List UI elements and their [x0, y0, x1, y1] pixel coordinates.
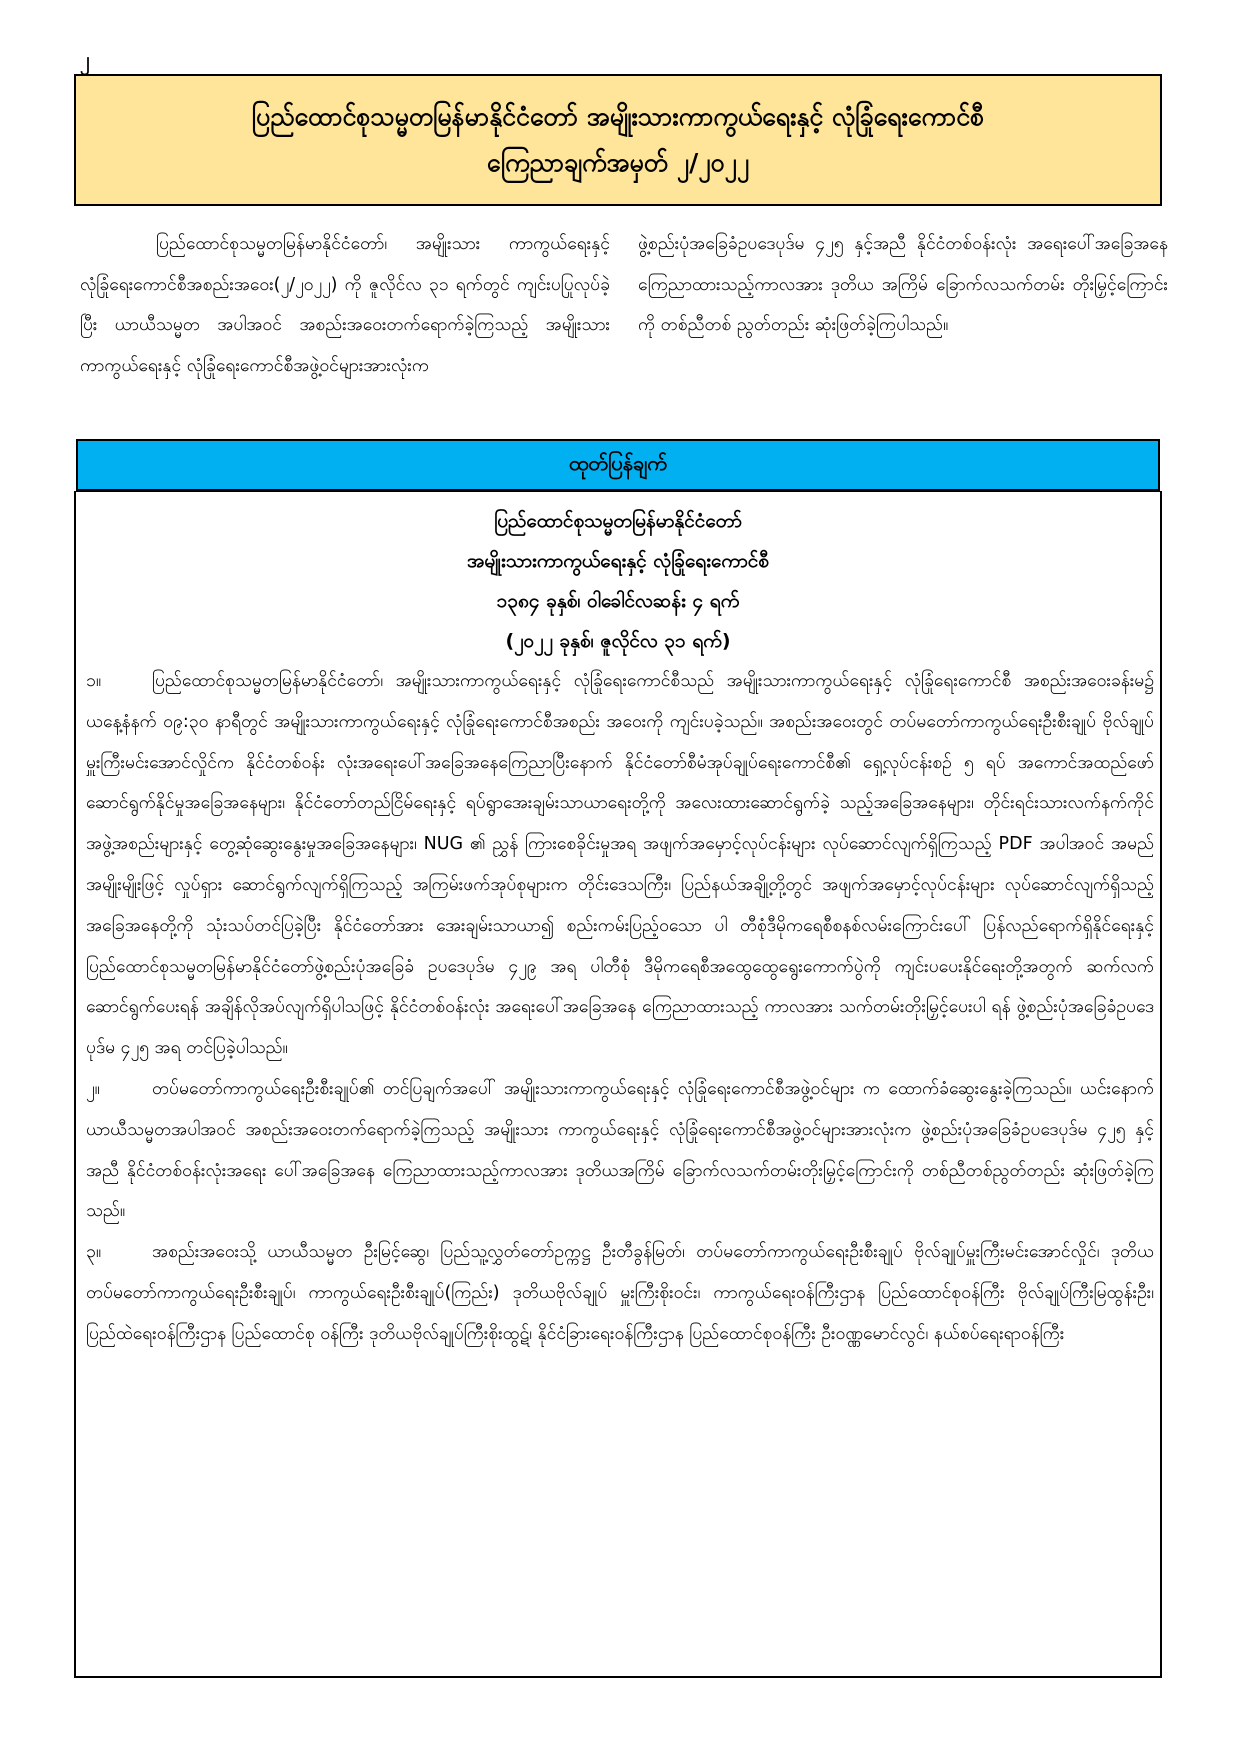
paragraph-text: ပြည်ထောင်စုသမ္မတမြန်မာနိုင်ငံတော်၊ အမျိုးသားကာကွယ်ရေးနှင့် လုံခြုံရေးကောင်စီသည် အမျိုးသားကာကွယ်ရေးနှင့် လုံခြုံရေးကောင်စီ အစည်းအဝေးခန်းမ၌ ယနေ့နံနက် ၀၉:၃၀ နာရီတွင် အမျိုးသားကာကွယ်ရေးနှင့် လုံခြုံရေးကောင်စီအစည်း အဝေးကို ကျင်းပခဲ့သည်။ အစည်းအဝေးတွင် တပ်မတော်ကာကွယ်ရေးဦးစီးချုပ် ဗိုလ်ချုပ်မှူးကြီးမင်းအောင်လှိုင်က နိုင်ငံတစ်ဝန်း လုံးအရေးပေါ်အခြေအနေကြေညာပြီးနောက် နိုင်ငံတော်စီမံအုပ်ချုပ်ရေးကောင်စီ၏ ရှေ့လုပ်ငန်းစဉ် ၅ ရပ် အကောင်အထည်ဖော် ဆောင်ရွက်နိုင်မှုအခြေအနေများ၊ နိုင်ငံတော်တည်ငြိမ်ရေးနှင့် ရပ်ရွာအေးချမ်းသာယာရေးတို့ကို အလေးထားဆောင်ရွက်ခဲ့ သည့်အခြေအနေများ၊ တိုင်းရင်းသားလက်နက်ကိုင်အဖွဲ့အစည်းများနှင့် တွေ့ဆုံဆွေးနွေးမှုအခြေအနေများ၊ NUG ၏ ညွှန် ကြားစေခိုင်းမှုအရ အဖျက်အမှောင့်လုပ်ငန်းများ လုပ်ဆောင်လျက်ရှိကြသည့် PDF အပါအဝင် အမည်အမျိုးမျိုးဖြင့် လှုပ်ရှား ဆောင်ရွက်လျက်ရှိကြသည့် အကြမ်းဖက်အုပ်စုများက တိုင်းဒေသကြီး၊ ပြည်နယ်အချို့တို့တွင် အဖျက်အမှောင့်လုပ်ငန်းများ လုပ်ဆောင်လျက်ရှိသည့် အခြေအနေတို့ကို သုံးသပ်တင်ပြခဲ့ပြီး နိုင်ငံတော်အား အေးချမ်းသာယာ၍ စည်းကမ်းပြည့်ဝသော ပါ တီစုံဒီမိုကရေစီစနစ်လမ်းကြောင်းပေါ် ပြန်လည်ရောက်ရှိနိုင်ရေးနှင့် ပြည်ထောင်စုသမ္မတမြန်မာနိုင်ငံတော်ဖွဲ့စည်းပုံအခြေခံ ဥပဒေပုဒ်မ ၄၂၉ အရ ပါတီစုံ ဒီမိုကရေစီအထွေထွေရွေးကောက်ပွဲကို ကျင်းပပေးနိုင်ရေးတို့အတွက် ဆက်လက်ဆောင်ရွက်ပေးရန် အချိန်လိုအပ်လျက်ရှိပါသဖြင့် နိုင်ငံတစ်ဝန်းလုံး အရေးပေါ်အခြေအနေ ကြေညာထားသည့် ကာလအား သက်တမ်းတိုးမြှင့်ပေးပါ ရန် ဖွဲ့စည်းပုံအခြေခံဥပဒေပုဒ်မ ၄၂၅ အရ တင်ပြခဲ့ပါသည်။ [86, 671, 1154, 1059]
title-line-2: ကြေညာချက်အမှတ် ၂/၂၀၂၂ [486, 148, 750, 177]
heading-line-3: ၁၃၈၄ ခုနှစ်၊ ဝါခေါင်လဆန်း ၄ ရက် [496, 590, 740, 612]
intro-text-left: ပြည်ထောင်စုသမ္မတမြန်မာနိုင်ငံတော်၊ အမျိုးသား ကာကွယ်ရေးနှင့် လုံခြုံရေးကောင်စီအစည်းအဝေး(၂/၂၀၂၂) ကို ဇူလိုင်လ ၃၁ ရက်တွင် ကျင်းပပြုလုပ်ခဲ့ပြီး ယာယီသမ္မတ အပါအဝင် အစည်းအဝေးတက်ရောက်ခဲ့ကြသည့် အမျိုးသား ကာကွယ်ရေးနှင့် လုံခြုံရေးကောင်စီအဖွဲ့ဝင်များအားလုံးက [80, 234, 610, 376]
paragraph-3 [86, 1232, 1154, 1354]
heading-line-2: အမျိုးသားကာကွယ်ရေးနှင့် လုံခြုံရေးကောင်စီ [466, 550, 769, 572]
statement-banner [76, 439, 1160, 492]
paragraph-text: တပ်မတော်ကာကွယ်ရေးဦးစီးချုပ်၏ တင်ပြချက်အပေါ် အမျိုးသားကာကွယ်ရေးနှင့် လုံခြုံရေးကောင်စီအဖွဲ့ဝင်များ က ထောက်ခံဆွေးနွေးခဲ့ကြသည်။ ယင်းနောက် ယာယီသမ္မတအပါအဝင် အစည်းအဝေးတက်ရောက်ခဲ့ကြသည့် အမျိုးသား ကာကွယ်ရေးနှင့် လုံခြုံရေးကောင်စီအဖွဲ့ဝင်များအားလုံးက ဖွဲ့စည်းပုံအခြေခံဥပဒေပုဒ်မ ၄၂၅ နှင့်အညီ နိုင်ငံတစ်ဝန်းလုံးအရေး ပေါ်အခြေအနေ ကြေညာထားသည့်ကာလအား ဒုတိယအကြိမ် ခြောက်လသက်တမ်းတိုးမြှင့်ကြောင်းကို တစ်ညီတစ်ညွတ်တည်း ဆုံးဖြတ်ခဲ့ကြသည်။ [86, 1078, 1154, 1222]
paragraph-number: ၁။ [86, 671, 102, 691]
statement-box [74, 491, 1162, 1678]
heading-line-1: ပြည်ထောင်စုသမ္မတမြန်မာနိုင်ငံတော် [494, 510, 742, 532]
paragraph-number: ၃။ [86, 1242, 102, 1263]
paragraph-2 [86, 1069, 1154, 1232]
banner-label: ထုတ်ပြန်ချက် [569, 451, 667, 475]
intro-column-right [638, 224, 1168, 424]
paragraph-number: ၂။ [86, 1078, 100, 1099]
intro-text-right: ဖွဲ့စည်းပုံအခြေခံဥပဒေပုဒ်မ ၄၂၅ နှင့်အညီ နိုင်ငံတစ်ဝန်းလုံး အရေးပေါ်အခြေအနေ ကြေညာထားသည့်ကာလအား ဒုတိယ အကြိမ် ခြောက်လသက်တမ်း တိုးမြှင့်ကြောင်းကို တစ်ညီတစ် ညွတ်တည်း ဆုံးဖြတ်ခဲ့ကြပါသည်။ [638, 234, 1168, 335]
heading-line-4: (၂၀၂၂ ခုနှစ်၊ ဇူလိုင်လ ၃၁ ရက်) [505, 630, 731, 652]
paragraph-1 [86, 661, 1154, 1069]
intro-column-left [80, 224, 610, 424]
statement-heading [76, 501, 1160, 661]
paragraph-text: အစည်းအဝေးသို့ ယာယီသမ္မတ ဦးမြင့်ဆွေ၊ ပြည်သူ့လွှတ်တော်ဥက္ကဋ္ဌ ဦးတီခွန်မြတ်၊ တပ်မတော်ကာကွယ်ရေးဦးစီးချုပ် ဗိုလ်ချုပ်မှူးကြီးမင်းအောင်လှိုင်၊ ဒုတိယတပ်မတော်ကာကွယ်ရေးဦးစီးချုပ်၊ ကာကွယ်ရေးဦးစီးချုပ်(ကြည်း) ဒုတိယဗိုလ်ချုပ် မှူးကြီးစိုးဝင်း၊ ကာကွယ်ရေးဝန်ကြီးဌာန ပြည်ထောင်စုဝန်ကြီး ဗိုလ်ချုပ်ကြီးမြထွန်းဦး၊ ပြည်ထဲရေးဝန်ကြီးဌာန ပြည်ထောင်စု ဝန်ကြီး ဒုတိယဗိုလ်ချုပ်ကြီးစိုးထွဋ်၊ နိုင်ငံခြားရေးဝန်ကြီးဌာန ပြည်ထောင်စုဝန်ကြီး ဦးဝဏ္ဏမောင်လွင်၊ နယ်စပ်ရေးရာဝန်ကြီး [86, 1242, 1154, 1344]
title-line-1: ပြည်ထောင်စုသမ္မတမြန်မာနိုင်ငံတော် အမျိုးသားကာကွယ်ရေးနှင့် လုံခြုံရေးကောင်စီ [251, 102, 985, 131]
page-number: ၂ [80, 47, 90, 71]
title-box [74, 74, 1162, 206]
